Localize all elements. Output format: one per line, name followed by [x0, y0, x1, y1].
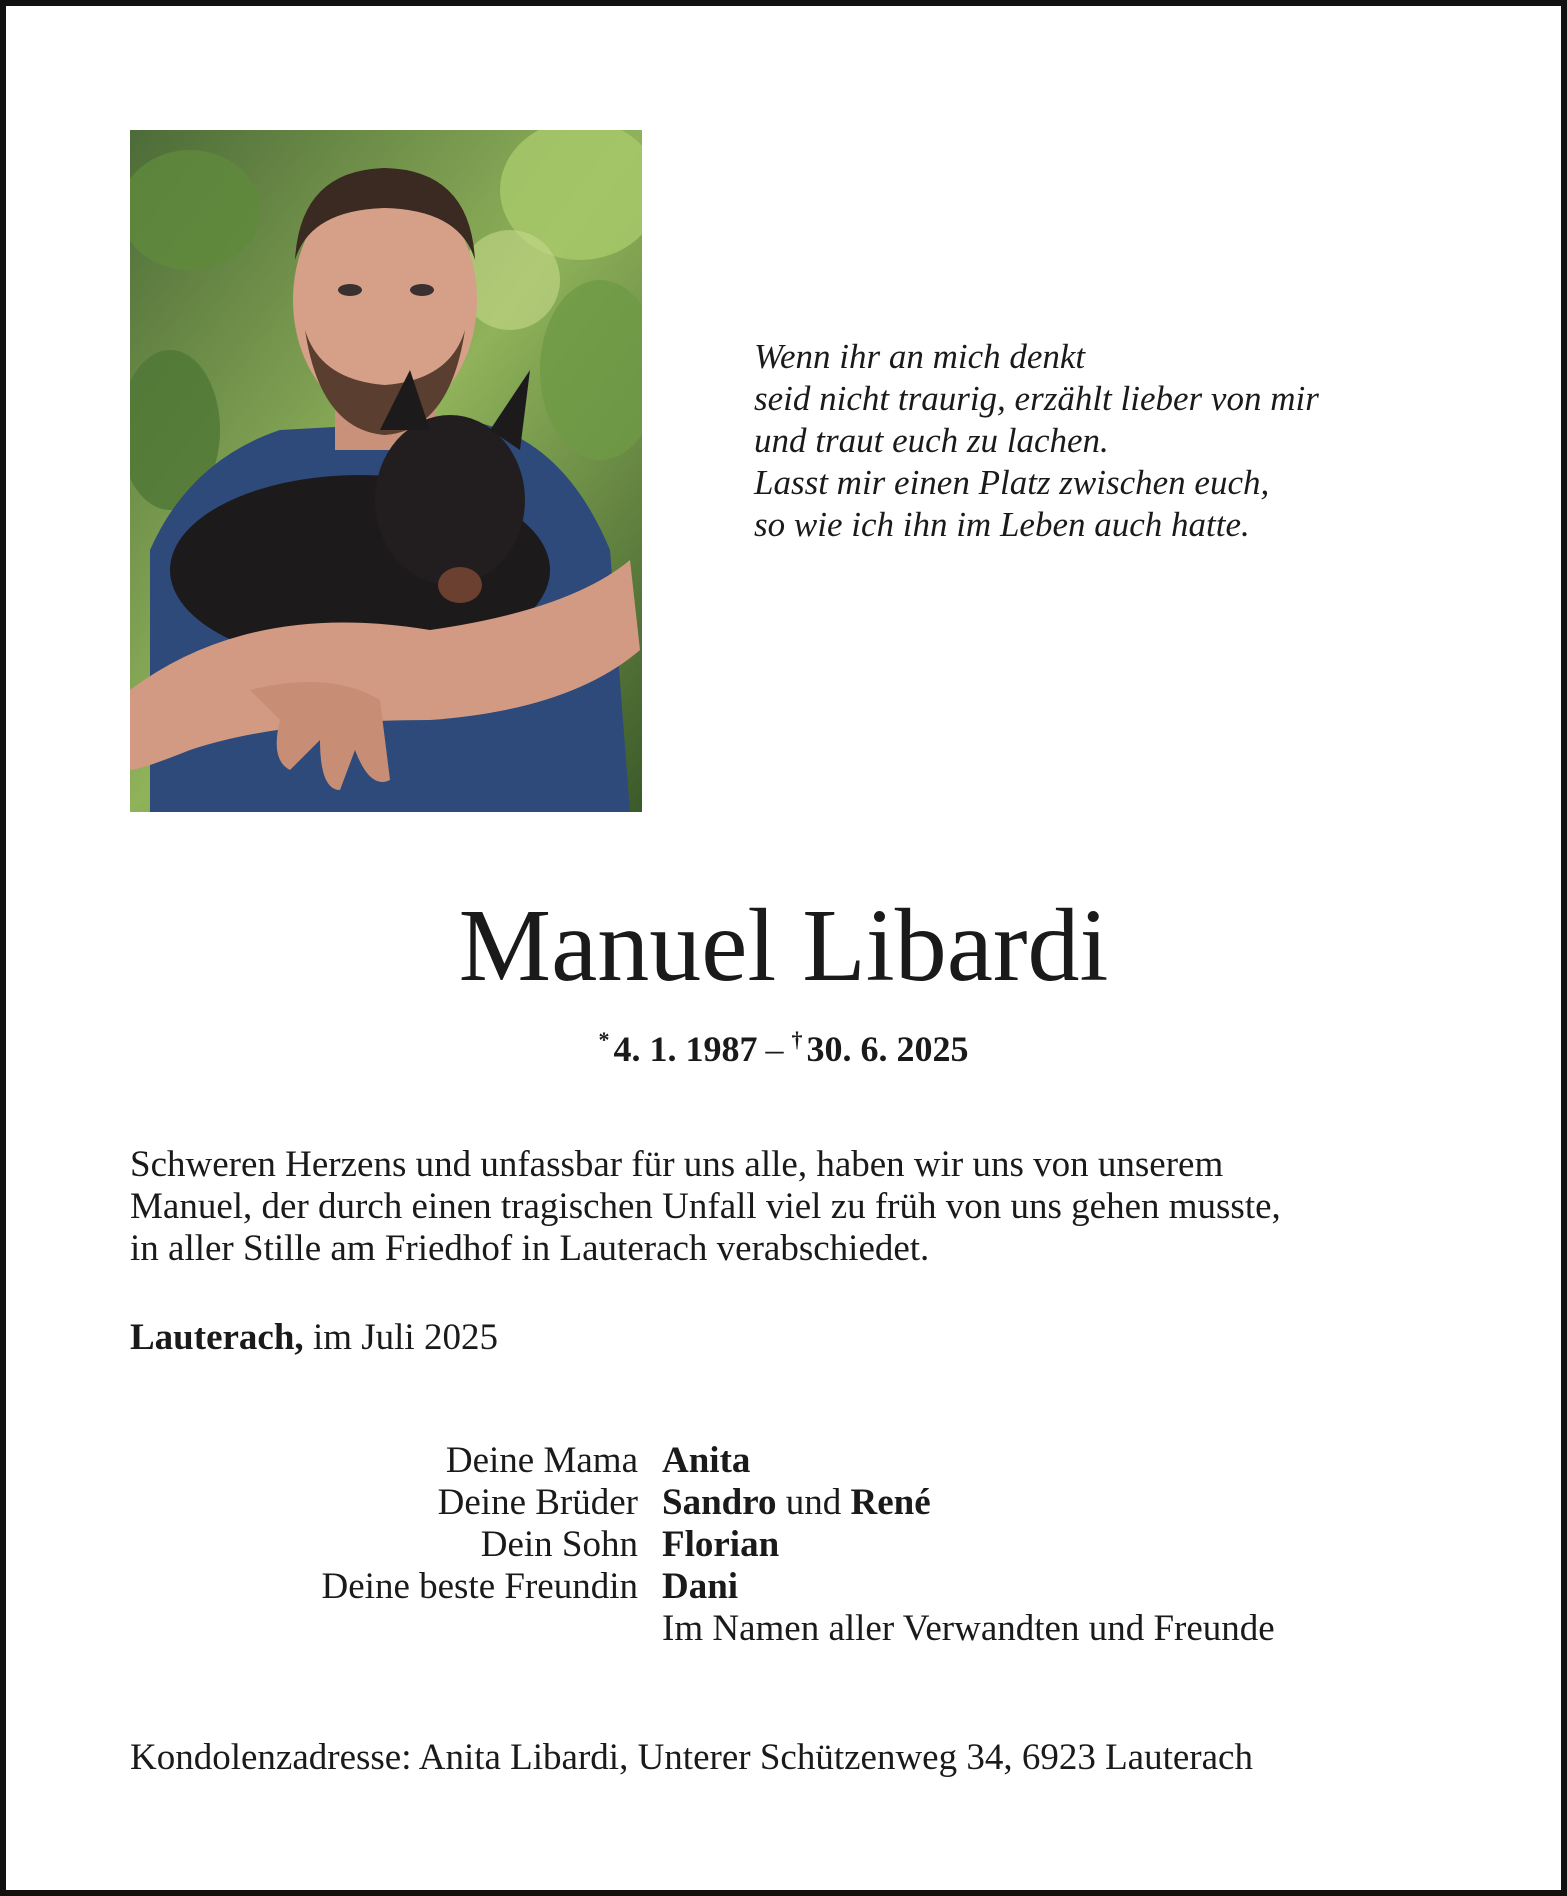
family-label-empty [130, 1608, 662, 1650]
portrait-photo [130, 130, 642, 812]
date: im Juli 2025 [312, 1317, 498, 1358]
family-name: Sandro [662, 1482, 777, 1523]
family-row-son [130, 1524, 1430, 1566]
family-name: Florian [662, 1524, 780, 1565]
family-name: René [850, 1482, 931, 1523]
family-names [662, 1440, 750, 1482]
conjunction: und [785, 1482, 842, 1523]
family-name: Dani [662, 1566, 739, 1607]
family-name: Anita [662, 1440, 751, 1481]
death-date: 30. 6. 2025 [806, 1029, 969, 1069]
family-row-closing [130, 1608, 1430, 1650]
deceased-name: Manuel Libardi [458, 888, 1109, 1003]
family-label: Deine Mama [445, 1440, 638, 1481]
poem-line: Lasst mir einen Platz zwischen euch, [754, 463, 1270, 502]
family-names [662, 1482, 931, 1524]
family-label: Deine Brüder [437, 1482, 638, 1523]
portrait-illustration [130, 130, 642, 812]
poem-line: so wie ich ihn im Leben auch hatte. [754, 505, 1250, 544]
poem-line: und traut euch zu lachen. [754, 421, 1109, 460]
death-symbol: † [791, 1027, 803, 1052]
announcement-line: Manuel, der durch einen tragischen Unfall viel zu früh von uns gehen musste, [130, 1186, 1281, 1227]
birth-symbol: * [598, 1027, 610, 1052]
life-dates [6, 1018, 1561, 1071]
poem-line: Wenn ihr an mich denkt [754, 337, 1086, 376]
family-names [662, 1524, 779, 1566]
family-closing: Im Namen aller Verwandten und Freunde [662, 1608, 1275, 1649]
family-row-friend [130, 1566, 1430, 1608]
place-and-date [130, 1316, 498, 1360]
family-names [662, 1566, 738, 1608]
announcement-line: Schweren Herzens und unfassbar für uns alle, haben wir uns von unserem [130, 1144, 1224, 1185]
condolence-address: Kondolenzadresse: Anita Libardi, Unterer Schützenweg 34, 6923 Lauterach [130, 1737, 1253, 1778]
announcement-line: in aller Stille am Friedhof in Lauterach verabschiedet. [130, 1228, 930, 1269]
date-separator: – [765, 1029, 784, 1069]
family-label: Deine beste Freundin [321, 1566, 638, 1607]
family-label: Dein Sohn [480, 1524, 638, 1565]
memorial-poem [754, 336, 1494, 546]
place: Lauterach, [130, 1317, 304, 1358]
announcement-text [130, 1144, 1450, 1270]
family-list [130, 1440, 1430, 1650]
family-row-mama [130, 1440, 1430, 1482]
poem-line: seid nicht traurig, erzählt lieber von mir [754, 379, 1319, 418]
birth-date: 4. 1. 1987 [613, 1029, 758, 1069]
family-row-brothers [130, 1482, 1430, 1524]
